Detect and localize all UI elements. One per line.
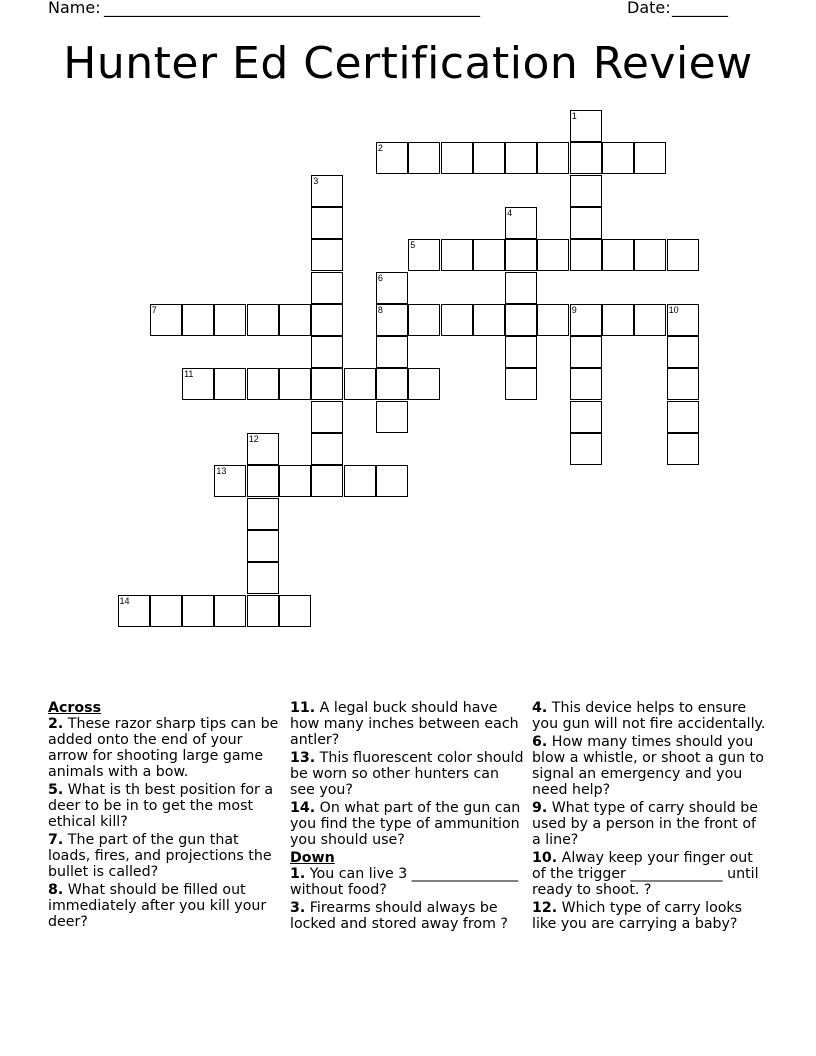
cell-number: 7 — [151, 304, 157, 315]
grid-cell[interactable] — [473, 239, 505, 271]
grid-cell[interactable] — [408, 304, 440, 336]
grid-cell[interactable] — [150, 304, 182, 336]
grid-cell[interactable] — [667, 433, 699, 465]
grid-cell[interactable] — [570, 368, 602, 400]
grid-cell[interactable] — [311, 336, 343, 368]
grid-cell[interactable] — [570, 401, 602, 433]
grid-cell[interactable] — [182, 595, 214, 627]
grid-cell[interactable] — [667, 336, 699, 368]
grid-cell[interactable] — [408, 142, 440, 174]
clue-number: 8. — [48, 882, 64, 898]
cell-number: 11 — [184, 369, 194, 380]
clue-number: 14. — [290, 800, 316, 816]
clue-across-13 — [290, 750, 526, 798]
grid-cell[interactable] — [376, 304, 408, 336]
grid-cell[interactable] — [279, 465, 311, 497]
grid-cell[interactable] — [570, 175, 602, 207]
date-label: Date: — [627, 0, 671, 17]
grid-cell[interactable] — [247, 433, 279, 465]
grid-cell[interactable] — [311, 433, 343, 465]
cell-number: 1 — [571, 111, 577, 121]
clue-number: 1. — [290, 866, 306, 882]
grid-cell[interactable] — [473, 304, 505, 336]
grid-cell[interactable] — [214, 368, 246, 400]
clue-number: 6. — [532, 734, 548, 750]
grid-cell[interactable] — [570, 142, 602, 174]
grid-cell[interactable] — [182, 368, 214, 400]
clue-text: This fluorescent color should be worn so other hunters can see you? — [290, 750, 524, 798]
grid-cell[interactable] — [537, 304, 569, 336]
clue-down-10 — [532, 850, 768, 898]
cell-number: 13 — [216, 466, 227, 477]
grid-cell[interactable] — [344, 465, 376, 497]
grid-cell[interactable] — [441, 239, 473, 271]
clue-text: You can live 3 _______________ without food? — [290, 866, 519, 898]
grid-cell[interactable] — [247, 562, 279, 594]
grid-cell[interactable] — [279, 595, 311, 627]
grid-cell[interactable] — [247, 304, 279, 336]
clue-column-1 — [48, 700, 280, 932]
grid-cell[interactable] — [602, 142, 634, 174]
clue-text: What is th best position for a deer to be in to get the most ethical kill? — [48, 782, 274, 830]
grid-cell[interactable] — [247, 498, 279, 530]
grid-cell[interactable] — [247, 465, 279, 497]
clue-text: Which type of carry looks like you are carrying a baby? — [532, 900, 743, 932]
clue-number: 9. — [532, 800, 548, 816]
clue-column-3 — [532, 700, 768, 934]
cell-number: 10 — [668, 304, 679, 315]
clue-text: What should be filled out immediately after you kill your deer? — [48, 882, 267, 930]
grid-cell[interactable] — [247, 595, 279, 627]
clue-text: This device helps to ensure you gun will not fire accidentally. — [532, 700, 766, 732]
grid-cell[interactable] — [376, 272, 408, 304]
name-label: Name: — [48, 0, 101, 17]
clue-text: On what part of the gun can you find the type of ammunition you should use? — [290, 800, 521, 848]
grid-cell[interactable] — [311, 401, 343, 433]
grid-cell[interactable] — [505, 272, 537, 304]
clue-across-8 — [48, 882, 280, 930]
grid-cell[interactable] — [247, 530, 279, 562]
grid-cell[interactable] — [570, 433, 602, 465]
grid-cell[interactable] — [118, 595, 150, 627]
clue-number: 3. — [290, 900, 306, 916]
name-field-line: _______________________________________________ — [104, 0, 480, 17]
clue-text: How many times should you blow a whistle, or shoot a gun to signal an emergency and you need help? — [532, 734, 764, 798]
grid-cell[interactable] — [667, 239, 699, 271]
grid-cell[interactable] — [634, 142, 666, 174]
grid-cell[interactable] — [311, 304, 343, 336]
grid-cell[interactable] — [505, 142, 537, 174]
grid-cell[interactable] — [505, 239, 537, 271]
grid-cell[interactable] — [570, 110, 602, 142]
cell-number: 6 — [377, 272, 383, 283]
clue-across-7 — [48, 832, 280, 880]
grid-cell[interactable] — [311, 175, 343, 207]
grid-cell[interactable] — [634, 239, 666, 271]
clue-number: 10. — [532, 850, 558, 866]
clue-number: 11. — [290, 700, 316, 716]
clue-text: Firearms should always be locked and stored away from ? — [290, 900, 508, 932]
clue-down-6 — [532, 734, 768, 798]
grid-cell[interactable] — [473, 142, 505, 174]
clue-across-14 — [290, 800, 526, 848]
grid-cell[interactable] — [570, 336, 602, 368]
cell-number: 12 — [248, 434, 259, 444]
grid-cell[interactable] — [214, 304, 246, 336]
clue-down-4 — [532, 700, 768, 732]
grid-cell[interactable] — [634, 304, 666, 336]
clue-text: A legal buck should have how many inches between each antler? — [290, 700, 519, 748]
down-heading: Down — [290, 850, 335, 866]
grid-cell[interactable] — [150, 595, 182, 627]
clue-number: 7. — [48, 832, 64, 848]
grid-cell[interactable] — [376, 465, 408, 497]
cell-number: 3 — [313, 175, 319, 186]
grid-cell[interactable] — [376, 336, 408, 368]
grid-cell[interactable] — [667, 401, 699, 433]
clue-text: Alway keep your finger out of the trigger _____________ until ready to shoot. ? — [532, 850, 759, 898]
cell-number: 4 — [507, 207, 513, 218]
clue-number: 5. — [48, 782, 64, 798]
grid-cell[interactable] — [247, 368, 279, 400]
clue-number: 12. — [532, 900, 558, 916]
clue-down-1 — [290, 866, 526, 898]
grid-cell[interactable] — [505, 368, 537, 400]
clue-text: What type of carry should be used by a person in the front of a line? — [532, 800, 759, 848]
grid-cell[interactable] — [408, 239, 440, 271]
clue-number: 13. — [290, 750, 316, 766]
cell-number: 14 — [119, 595, 130, 606]
grid-cell[interactable] — [311, 368, 343, 400]
grid-cell[interactable] — [667, 368, 699, 400]
grid-cell[interactable] — [505, 336, 537, 368]
grid-cell[interactable] — [537, 239, 569, 271]
grid-cell[interactable] — [602, 239, 634, 271]
grid-cell[interactable] — [344, 368, 376, 400]
date-field-line: _______ — [672, 0, 728, 17]
grid-cell[interactable] — [311, 465, 343, 497]
cell-number: 9 — [571, 304, 577, 315]
grid-cell[interactable] — [311, 272, 343, 304]
grid-cell[interactable] — [376, 401, 408, 433]
grid-cell[interactable] — [376, 368, 408, 400]
grid-cell[interactable] — [441, 142, 473, 174]
clue-text: The part of the gun that loads, fires, and projections the bullet is called? — [48, 832, 272, 880]
grid-cell[interactable] — [570, 304, 602, 336]
grid-cell[interactable] — [570, 239, 602, 271]
grid-cell[interactable] — [311, 207, 343, 239]
grid-cell[interactable] — [602, 304, 634, 336]
grid-cell[interactable] — [408, 368, 440, 400]
clue-across-2 — [48, 716, 280, 780]
grid-cell[interactable] — [505, 304, 537, 336]
across-heading: Across — [48, 700, 102, 716]
grid-cell[interactable] — [279, 304, 311, 336]
grid-cell[interactable] — [376, 142, 408, 174]
grid-cell[interactable] — [537, 142, 569, 174]
clue-column-2 — [290, 700, 526, 934]
clue-down-9 — [532, 800, 768, 848]
clue-across-5 — [48, 782, 280, 830]
grid-cell[interactable] — [441, 304, 473, 336]
grid-cell[interactable] — [279, 368, 311, 400]
page-title: Hunter Ed Certification Review — [63, 38, 753, 89]
grid-cell[interactable] — [505, 207, 537, 239]
grid-cell[interactable] — [667, 304, 699, 336]
cell-number: 2 — [377, 143, 383, 154]
grid-cell[interactable] — [214, 465, 246, 497]
clue-text: These razor sharp tips can be added onto the end of your arrow for shooting large game animals with a bow. — [48, 716, 279, 780]
clue-number: 4. — [532, 700, 548, 716]
clue-across-11 — [290, 700, 526, 748]
grid-cell[interactable] — [182, 304, 214, 336]
clue-down-12 — [532, 900, 768, 932]
grid-cell[interactable] — [570, 207, 602, 239]
clue-number: 2. — [48, 716, 64, 732]
clue-down-3 — [290, 900, 526, 932]
grid-cell[interactable] — [311, 239, 343, 271]
cell-number: 5 — [410, 240, 416, 251]
grid-cell[interactable] — [214, 595, 246, 627]
cell-number: 8 — [377, 304, 383, 315]
